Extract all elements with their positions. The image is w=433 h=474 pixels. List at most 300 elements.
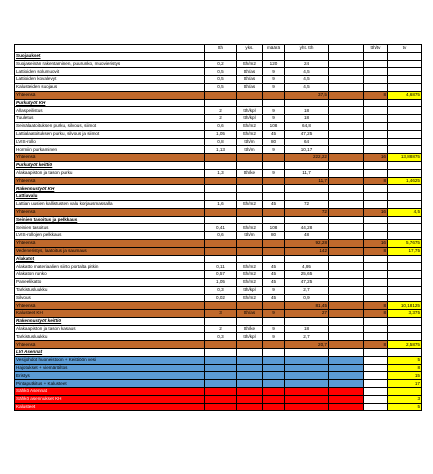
- cell-quantity[interactable]: 108: [263, 122, 285, 130]
- cell-quantity[interactable]: 9: [263, 107, 285, 115]
- cell-tth-per-day[interactable]: [364, 146, 388, 154]
- cell-blank[interactable]: [329, 263, 364, 271]
- cell-item[interactable]: Tuuletus: [15, 115, 205, 123]
- cell-item[interactable]: Tarkistusluukku: [15, 286, 205, 294]
- cell-total-tth[interactable]: [285, 99, 329, 107]
- cell-quantity[interactable]: 9: [263, 83, 285, 91]
- cell-tth-per-day[interactable]: [364, 395, 388, 403]
- cell-days[interactable]: 5,7675: [388, 239, 422, 247]
- cell-days[interactable]: 1,4625: [388, 177, 422, 185]
- cell-days[interactable]: 2,5875: [388, 341, 422, 349]
- cell-total-tth[interactable]: 11,7: [285, 177, 329, 185]
- cell-item[interactable]: Yhteensä: [15, 341, 205, 349]
- cell-days[interactable]: [388, 333, 422, 341]
- cell-tth[interactable]: 2: [205, 325, 237, 333]
- cell-quantity[interactable]: [263, 364, 285, 372]
- cell-unit[interactable]: [237, 208, 263, 216]
- cell-days[interactable]: 4,5: [388, 208, 422, 216]
- cell-total-tth[interactable]: [285, 161, 329, 169]
- cell-tth-per-day[interactable]: [364, 83, 388, 91]
- cell-unit[interactable]: tth/kpl: [237, 333, 263, 341]
- cell-item[interactable]: Purkutyöt KH: [15, 99, 205, 107]
- cell-total-tth[interactable]: 72: [285, 208, 329, 216]
- cell-total-tth[interactable]: 64,8: [285, 122, 329, 130]
- cell-total-tth[interactable]: 47,25: [285, 278, 329, 286]
- cell-blank[interactable]: [329, 224, 364, 232]
- cell-tth[interactable]: 0,57: [205, 271, 237, 279]
- cell-quantity[interactable]: [263, 349, 285, 357]
- cell-tth[interactable]: [205, 317, 237, 325]
- cell-quantity[interactable]: [263, 403, 285, 411]
- cell-blank[interactable]: [329, 68, 364, 76]
- cell-tth[interactable]: 0,3: [205, 286, 237, 294]
- cell-tth-per-day[interactable]: [364, 349, 388, 357]
- cell-unit[interactable]: [237, 388, 263, 396]
- cell-unit[interactable]: tth/m2: [237, 130, 263, 138]
- cell-item[interactable]: LVI Asennat: [15, 349, 205, 357]
- cell-blank[interactable]: [329, 232, 364, 240]
- cell-blank[interactable]: [329, 169, 364, 177]
- cell-days[interactable]: [388, 271, 422, 279]
- cell-unit[interactable]: [237, 177, 263, 185]
- cell-tth-per-day[interactable]: [364, 271, 388, 279]
- cell-tth-per-day[interactable]: [364, 403, 388, 411]
- cell-blank[interactable]: [329, 341, 364, 349]
- cell-total-tth[interactable]: 4,5: [285, 76, 329, 84]
- cell-tth-per-day[interactable]: [364, 99, 388, 107]
- cell-unit[interactable]: [237, 161, 263, 169]
- cell-days[interactable]: 5: [388, 356, 422, 364]
- cell-total-tth[interactable]: [285, 349, 329, 357]
- cell-days[interactable]: [388, 146, 422, 154]
- cell-item[interactable]: Lattiavalu: [15, 193, 205, 201]
- cell-tth[interactable]: 0,6: [205, 232, 237, 240]
- cell-item[interactable]: Alakatot: [15, 255, 205, 263]
- cell-unit[interactable]: [237, 185, 263, 193]
- cell-tth-per-day[interactable]: [364, 333, 388, 341]
- cell-tth[interactable]: [205, 255, 237, 263]
- cell-total-tth[interactable]: 2,7: [285, 333, 329, 341]
- cell-item[interactable]: Yhteensä: [15, 208, 205, 216]
- cell-days[interactable]: [388, 138, 422, 146]
- cell-quantity[interactable]: 9: [263, 115, 285, 123]
- cell-days[interactable]: [388, 60, 422, 68]
- cell-quantity[interactable]: 9: [263, 146, 285, 154]
- cell-tth-per-day[interactable]: [364, 255, 388, 263]
- cell-tth-per-day[interactable]: [364, 380, 388, 388]
- cell-quantity[interactable]: [263, 317, 285, 325]
- cell-quantity[interactable]: 45: [263, 278, 285, 286]
- cell-tth[interactable]: [205, 247, 237, 255]
- cell-days[interactable]: 5: [388, 403, 422, 411]
- cell-tth[interactable]: 3: [205, 310, 237, 318]
- cell-unit[interactable]: tth/m2: [237, 122, 263, 130]
- cell-unit[interactable]: tth/m: [237, 146, 263, 154]
- cell-item[interactable]: Alakaapiston ja tason kasaus: [15, 325, 205, 333]
- cell-unit[interactable]: tth/as: [237, 83, 263, 91]
- cell-tth-per-day[interactable]: [364, 216, 388, 224]
- cell-item[interactable]: Yhteensä: [15, 154, 205, 162]
- cell-quantity[interactable]: [263, 193, 285, 201]
- cell-tth[interactable]: 0,8: [205, 138, 237, 146]
- cell-item[interactable]: Seinälaatoituksen purku, silvous, siimot: [15, 122, 205, 130]
- cell-days[interactable]: [388, 317, 422, 325]
- cell-days[interactable]: 8: [388, 364, 422, 372]
- cell-blank[interactable]: [329, 395, 364, 403]
- cell-total-tth[interactable]: 48: [285, 232, 329, 240]
- cell-total-tth[interactable]: [285, 395, 329, 403]
- cell-unit[interactable]: [237, 255, 263, 263]
- cell-blank[interactable]: [329, 83, 364, 91]
- cell-item[interactable]: Yhteensä: [15, 239, 205, 247]
- cell-unit[interactable]: tth/m2: [237, 294, 263, 302]
- cell-item[interactable]: Kalusteet KH: [15, 310, 205, 318]
- cell-days[interactable]: [388, 263, 422, 271]
- cell-blank[interactable]: [329, 364, 364, 372]
- cell-item[interactable]: Alakaapiston ja tason purku: [15, 169, 205, 177]
- cell-blank[interactable]: [329, 239, 364, 247]
- cell-quantity[interactable]: 9: [263, 68, 285, 76]
- cell-item[interactable]: Rakennustyöt keittiö: [15, 317, 205, 325]
- cell-tth[interactable]: [205, 91, 237, 99]
- cell-tth-per-day[interactable]: [364, 224, 388, 232]
- cell-blank[interactable]: [329, 333, 364, 341]
- cell-days[interactable]: [388, 224, 422, 232]
- cell-days[interactable]: 15: [388, 372, 422, 380]
- cell-quantity[interactable]: 9: [263, 325, 285, 333]
- cell-total-tth[interactable]: 44,28: [285, 224, 329, 232]
- cell-unit[interactable]: tth/as: [237, 76, 263, 84]
- cell-tth-per-day[interactable]: 16: [364, 154, 388, 162]
- cell-blank[interactable]: [329, 91, 364, 99]
- cell-item[interactable]: Rakennustyöt KH: [15, 185, 205, 193]
- cell-quantity[interactable]: 9: [263, 333, 285, 341]
- cell-tth-per-day[interactable]: [364, 294, 388, 302]
- cell-unit[interactable]: tth/as: [237, 310, 263, 318]
- cell-days[interactable]: [388, 216, 422, 224]
- cell-days[interactable]: [388, 52, 422, 60]
- cell-tth-per-day[interactable]: 8: [364, 177, 388, 185]
- cell-total-tth[interactable]: 18: [285, 325, 329, 333]
- cell-blank[interactable]: [329, 247, 364, 255]
- cell-item[interactable]: Kalusteet: [15, 403, 205, 411]
- cell-blank[interactable]: [329, 138, 364, 146]
- cell-tth[interactable]: 0,5: [205, 76, 237, 84]
- cell-tth-per-day[interactable]: 16: [364, 239, 388, 247]
- cell-tth[interactable]: [205, 364, 237, 372]
- cell-days[interactable]: [388, 107, 422, 115]
- cell-days[interactable]: [388, 232, 422, 240]
- cell-total-tth[interactable]: [285, 372, 329, 380]
- cell-tth[interactable]: 1,05: [205, 130, 237, 138]
- cell-tth[interactable]: 0,02: [205, 294, 237, 302]
- cell-total-tth[interactable]: 18: [285, 107, 329, 115]
- cell-tth-per-day[interactable]: [364, 286, 388, 294]
- cell-item[interactable]: Lattioiden kovalevyt: [15, 76, 205, 84]
- cell-blank[interactable]: [329, 286, 364, 294]
- cell-item[interactable]: Hormiin purkaminen: [15, 146, 205, 154]
- cell-days[interactable]: [388, 286, 422, 294]
- cell-tth[interactable]: [205, 177, 237, 185]
- cell-total-tth[interactable]: 4,95: [285, 263, 329, 271]
- cell-days[interactable]: 10,18125: [388, 302, 422, 310]
- cell-tth-per-day[interactable]: [364, 364, 388, 372]
- cell-days[interactable]: [388, 325, 422, 333]
- cell-total-tth[interactable]: [285, 255, 329, 263]
- cell-unit[interactable]: tth/m2: [237, 263, 263, 271]
- cell-item[interactable]: Lattian uusien kallistusten valu korjausmassalla: [15, 200, 205, 208]
- cell-days[interactable]: [388, 278, 422, 286]
- cell-blank[interactable]: [329, 185, 364, 193]
- cell-item[interactable]: Allaspeilistus: [15, 107, 205, 115]
- cell-days[interactable]: [388, 161, 422, 169]
- cell-item[interactable]: Pintaputkitus + Kalusteet: [15, 380, 205, 388]
- cell-total-tth[interactable]: 142: [285, 247, 329, 255]
- cell-tth-per-day[interactable]: 8: [364, 91, 388, 99]
- cell-quantity[interactable]: 9: [263, 169, 285, 177]
- cell-tth-per-day[interactable]: [364, 60, 388, 68]
- cell-days[interactable]: [388, 349, 422, 357]
- cell-unit[interactable]: [237, 154, 263, 162]
- cell-tth[interactable]: [205, 239, 237, 247]
- cell-tth[interactable]: [205, 395, 237, 403]
- cell-total-tth[interactable]: 18: [285, 115, 329, 123]
- cell-blank[interactable]: [329, 294, 364, 302]
- cell-days[interactable]: 13,88875: [388, 154, 422, 162]
- cell-tth-per-day[interactable]: [364, 115, 388, 123]
- cell-quantity[interactable]: [263, 395, 285, 403]
- cell-blank[interactable]: [329, 356, 364, 364]
- cell-quantity[interactable]: 80: [263, 232, 285, 240]
- cell-days[interactable]: 4,6875: [388, 91, 422, 99]
- cell-unit[interactable]: [237, 216, 263, 224]
- cell-total-tth[interactable]: 25,65: [285, 271, 329, 279]
- cell-days[interactable]: [388, 83, 422, 91]
- cell-total-tth[interactable]: 92,28: [285, 239, 329, 247]
- cell-blank[interactable]: [329, 388, 364, 396]
- cell-item[interactable]: Sähkö Asennat: [15, 388, 205, 396]
- cell-tth[interactable]: [205, 356, 237, 364]
- cell-quantity[interactable]: 45: [263, 130, 285, 138]
- cell-unit[interactable]: [237, 317, 263, 325]
- cell-total-tth[interactable]: [285, 356, 329, 364]
- cell-item[interactable]: Lattialaatoituksen purku, silvous ja siimot: [15, 130, 205, 138]
- cell-total-tth[interactable]: 37,5: [285, 91, 329, 99]
- cell-quantity[interactable]: [263, 356, 285, 364]
- cell-unit[interactable]: [237, 349, 263, 357]
- cell-tth-per-day[interactable]: [364, 52, 388, 60]
- cell-blank[interactable]: [329, 208, 364, 216]
- cell-item[interactable]: Yhteensä: [15, 302, 205, 310]
- cell-item[interactable]: Suojaseinän rakentaminen, puurunko, muovieristys: [15, 60, 205, 68]
- cell-tth[interactable]: [205, 372, 237, 380]
- cell-tth[interactable]: [205, 216, 237, 224]
- cell-tth-per-day[interactable]: [364, 107, 388, 115]
- cell-blank[interactable]: [329, 278, 364, 286]
- cell-item[interactable]: Eristys: [15, 372, 205, 380]
- cell-unit[interactable]: [237, 356, 263, 364]
- cell-unit[interactable]: [237, 247, 263, 255]
- cell-tth-per-day[interactable]: [364, 200, 388, 208]
- cell-total-tth[interactable]: 222,22: [285, 154, 329, 162]
- cell-blank[interactable]: [329, 60, 364, 68]
- cell-total-tth[interactable]: [285, 388, 329, 396]
- cell-item[interactable]: Paneelikatto: [15, 278, 205, 286]
- cell-tth[interactable]: [205, 208, 237, 216]
- cell-tth[interactable]: 1,05: [205, 278, 237, 286]
- cell-tth-per-day[interactable]: [364, 278, 388, 286]
- cell-days[interactable]: [388, 169, 422, 177]
- cell-quantity[interactable]: [263, 380, 285, 388]
- cell-days[interactable]: [388, 115, 422, 123]
- cell-days[interactable]: [388, 76, 422, 84]
- cell-blank[interactable]: [329, 372, 364, 380]
- cell-days[interactable]: [388, 193, 422, 201]
- cell-quantity[interactable]: [263, 91, 285, 99]
- cell-blank[interactable]: [329, 99, 364, 107]
- cell-unit[interactable]: [237, 52, 263, 60]
- cell-unit[interactable]: [237, 403, 263, 411]
- cell-days[interactable]: [388, 200, 422, 208]
- cell-unit[interactable]: tth/m: [237, 232, 263, 240]
- cell-total-tth[interactable]: 47,25: [285, 130, 329, 138]
- cell-total-tth[interactable]: 11,7: [285, 169, 329, 177]
- cell-total-tth[interactable]: 64: [285, 138, 329, 146]
- cell-total-tth[interactable]: [285, 380, 329, 388]
- cell-tth[interactable]: 0,5: [205, 83, 237, 91]
- cell-item[interactable]: Tarkistusluukku: [15, 333, 205, 341]
- cell-tth-per-day[interactable]: [364, 130, 388, 138]
- cell-item[interactable]: Sähkö asennukset KH: [15, 395, 205, 403]
- cell-unit[interactable]: tth/as: [237, 68, 263, 76]
- cell-tth-per-day[interactable]: [364, 68, 388, 76]
- cell-total-tth[interactable]: 20,7: [285, 341, 329, 349]
- cell-quantity[interactable]: [263, 247, 285, 255]
- cell-tth-per-day[interactable]: 8: [364, 302, 388, 310]
- cell-total-tth[interactable]: 10,17: [285, 146, 329, 154]
- cell-total-tth[interactable]: 81,45: [285, 302, 329, 310]
- cell-blank[interactable]: [329, 317, 364, 325]
- cell-tth[interactable]: [205, 193, 237, 201]
- cell-total-tth[interactable]: [285, 403, 329, 411]
- cell-unit[interactable]: [237, 91, 263, 99]
- cell-quantity[interactable]: 108: [263, 224, 285, 232]
- cell-tth-per-day[interactable]: [364, 325, 388, 333]
- cell-quantity[interactable]: [263, 185, 285, 193]
- cell-tth-per-day[interactable]: 16: [364, 208, 388, 216]
- cell-unit[interactable]: [237, 364, 263, 372]
- cell-total-tth[interactable]: [285, 216, 329, 224]
- cell-item[interactable]: Lattioiden solumuovit: [15, 68, 205, 76]
- cell-unit[interactable]: [237, 239, 263, 247]
- cell-quantity[interactable]: 45: [263, 271, 285, 279]
- cell-days[interactable]: [388, 388, 422, 396]
- cell-item[interactable]: LVIS-rollojen pelkkaus: [15, 232, 205, 240]
- cell-total-tth[interactable]: [285, 364, 329, 372]
- cell-days[interactable]: [388, 185, 422, 193]
- cell-quantity[interactable]: [263, 99, 285, 107]
- cell-blank[interactable]: [329, 193, 364, 201]
- cell-total-tth[interactable]: [285, 317, 329, 325]
- cell-quantity[interactable]: 120: [263, 60, 285, 68]
- cell-blank[interactable]: [329, 349, 364, 357]
- cell-days[interactable]: [388, 99, 422, 107]
- cell-tth-per-day[interactable]: [364, 185, 388, 193]
- cell-quantity[interactable]: 45: [263, 200, 285, 208]
- cell-item[interactable]: Kalusteiden suojaus: [15, 83, 205, 91]
- cell-tth[interactable]: 1,6: [205, 200, 237, 208]
- cell-quantity[interactable]: 45: [263, 294, 285, 302]
- cell-days[interactable]: [388, 294, 422, 302]
- cell-tth[interactable]: [205, 161, 237, 169]
- cell-tth[interactable]: [205, 302, 237, 310]
- cell-blank[interactable]: [329, 161, 364, 169]
- cell-blank[interactable]: [329, 146, 364, 154]
- cell-days[interactable]: 3,375: [388, 310, 422, 318]
- cell-blank[interactable]: [329, 154, 364, 162]
- cell-quantity[interactable]: [263, 161, 285, 169]
- cell-tth[interactable]: 1,13: [205, 146, 237, 154]
- cell-unit[interactable]: [237, 372, 263, 380]
- cell-unit[interactable]: [237, 193, 263, 201]
- cell-tth-per-day[interactable]: [364, 122, 388, 130]
- cell-blank[interactable]: [329, 325, 364, 333]
- cell-unit[interactable]: [237, 395, 263, 403]
- cell-total-tth[interactable]: 4,5: [285, 68, 329, 76]
- cell-quantity[interactable]: [263, 255, 285, 263]
- cell-item[interactable]: LVIS-rollo: [15, 138, 205, 146]
- cell-tth[interactable]: 2: [205, 107, 237, 115]
- cell-unit[interactable]: tth/ke: [237, 169, 263, 177]
- cell-tth[interactable]: [205, 52, 237, 60]
- cell-quantity[interactable]: [263, 372, 285, 380]
- cell-item[interactable]: Silvous: [15, 294, 205, 302]
- cell-blank[interactable]: [329, 380, 364, 388]
- cell-item[interactable]: Yhteensä: [15, 91, 205, 99]
- cell-tth-per-day[interactable]: [364, 317, 388, 325]
- cell-item[interactable]: Alakaton runko: [15, 271, 205, 279]
- cell-quantity[interactable]: 9: [263, 286, 285, 294]
- cell-tth-per-day[interactable]: [364, 232, 388, 240]
- cell-unit[interactable]: tth/kpl: [237, 107, 263, 115]
- cell-tth-per-day[interactable]: 8: [364, 247, 388, 255]
- cell-days[interactable]: [388, 255, 422, 263]
- cell-unit[interactable]: [237, 341, 263, 349]
- cell-unit[interactable]: tth/m2: [237, 271, 263, 279]
- cell-days[interactable]: [388, 122, 422, 130]
- cell-blank[interactable]: [329, 122, 364, 130]
- cell-tth-per-day[interactable]: [364, 372, 388, 380]
- cell-tth[interactable]: 1,3: [205, 169, 237, 177]
- cell-quantity[interactable]: 45: [263, 263, 285, 271]
- cell-days[interactable]: 17,75: [388, 247, 422, 255]
- cell-days[interactable]: [388, 68, 422, 76]
- cell-tth[interactable]: 0,41: [205, 224, 237, 232]
- cell-tth[interactable]: 2: [205, 115, 237, 123]
- cell-total-tth[interactable]: [285, 193, 329, 201]
- cell-unit[interactable]: [237, 380, 263, 388]
- cell-quantity[interactable]: [263, 208, 285, 216]
- cell-total-tth[interactable]: 4,5: [285, 83, 329, 91]
- cell-item[interactable]: Seinien tasoitus ja pelkkaus: [15, 216, 205, 224]
- cell-quantity[interactable]: [263, 239, 285, 247]
- cell-tth-per-day[interactable]: [364, 76, 388, 84]
- cell-tth-per-day[interactable]: [364, 263, 388, 271]
- cell-unit[interactable]: tth/kpl: [237, 286, 263, 294]
- cell-tth-per-day[interactable]: [364, 356, 388, 364]
- cell-total-tth[interactable]: 24: [285, 60, 329, 68]
- cell-total-tth[interactable]: 2,7: [285, 286, 329, 294]
